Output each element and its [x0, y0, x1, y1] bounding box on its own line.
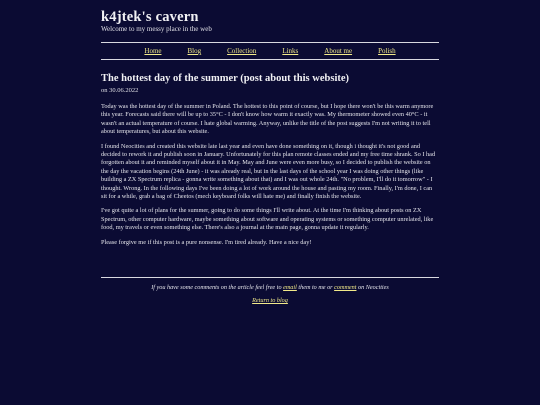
nav-link-polish[interactable]: Polish	[378, 47, 396, 55]
nav-link-about-me[interactable]: About me	[324, 47, 353, 55]
post-paragraph: Today was the hottest day of the summer in Poland. The hottest to this point of course, but I hope there won't be this warm anymore this year. Forecasts said there will be up to 35°C - I don't know how warm it exactly was. My thermometer showed even 40°C - it wasn't an actual temperature of course. I hate global warming. Anyway, unlike the title of the post suggests I'm not writing it to tell about temperatures, but about this website.	[101, 103, 434, 136]
comment-note-text: on Neocities	[356, 284, 389, 291]
nav-bottom-divider	[101, 59, 439, 60]
site-title: k4jtek's cavern	[101, 9, 199, 25]
post-date: on 30.06.2022	[101, 87, 139, 94]
post-paragraph: Please forgive me if this post is a pure nonsense. I'm tired already. Have a nice day!	[101, 238, 312, 246]
nav-link-collection[interactable]: Collection	[227, 47, 257, 55]
post-body	[101, 103, 439, 253]
post-title: The hottest day of the summer (post about this website)	[101, 73, 350, 84]
comment-note-text: If you have some comments on the article feel free to	[151, 284, 284, 291]
main-nav	[101, 47, 439, 55]
back-link-container	[101, 297, 439, 304]
comment-note-text: them to me or	[296, 284, 335, 291]
footer-divider	[101, 277, 439, 278]
post-paragraph: I've got quite a lot of plans for the summer, going to do some things I'll write about. At the time I'm thinking about posts on ZX Spectrum, other computer hardware, maybe something about software and operating systems or something computer unrelated, like food, my travels or even something else. There's also a journal at the main page, gonna update it regularly.	[101, 207, 434, 232]
email-link[interactable]: email	[283, 284, 297, 291]
site-subtitle: Welcome to my messy place in the web	[101, 25, 212, 33]
nav-link-home[interactable]: Home	[144, 47, 162, 55]
nav-link-blog[interactable]: Blog	[187, 47, 202, 55]
comment-note	[101, 284, 439, 291]
post-paragraph: I found Neocities and created this website late last year and even have done something on it, though i thought it's not good and decided to rework it and publish soon in January. Unfortunately for this plan remote classes ended and my free time shrank. So I had forgotten about it and reminded myself about it in May. May and June were even more busy, so I decided to publish the website on the day the vacation begins (24th June) - it was already real, but in the last days of the school year I was doing other things (like building a ZX Spectrum replica - gonna write something about that) and I was out whole 24th. "No problem, I'll do it tomorrow" - I thought. Wrong. In the following days I've been doing a lot of work around the house and pasting my room. Finally, I'm done, I can sit for a while, grab a bag of Cheetos (mech keyboard folks will hate me) and finally finish the website.	[101, 142, 436, 201]
nav-link-links[interactable]: Links	[282, 47, 299, 55]
comment-link[interactable]: comment	[334, 284, 357, 291]
return-to-blog-link[interactable]: Return to blog	[252, 297, 288, 304]
nav-top-divider	[101, 42, 439, 43]
